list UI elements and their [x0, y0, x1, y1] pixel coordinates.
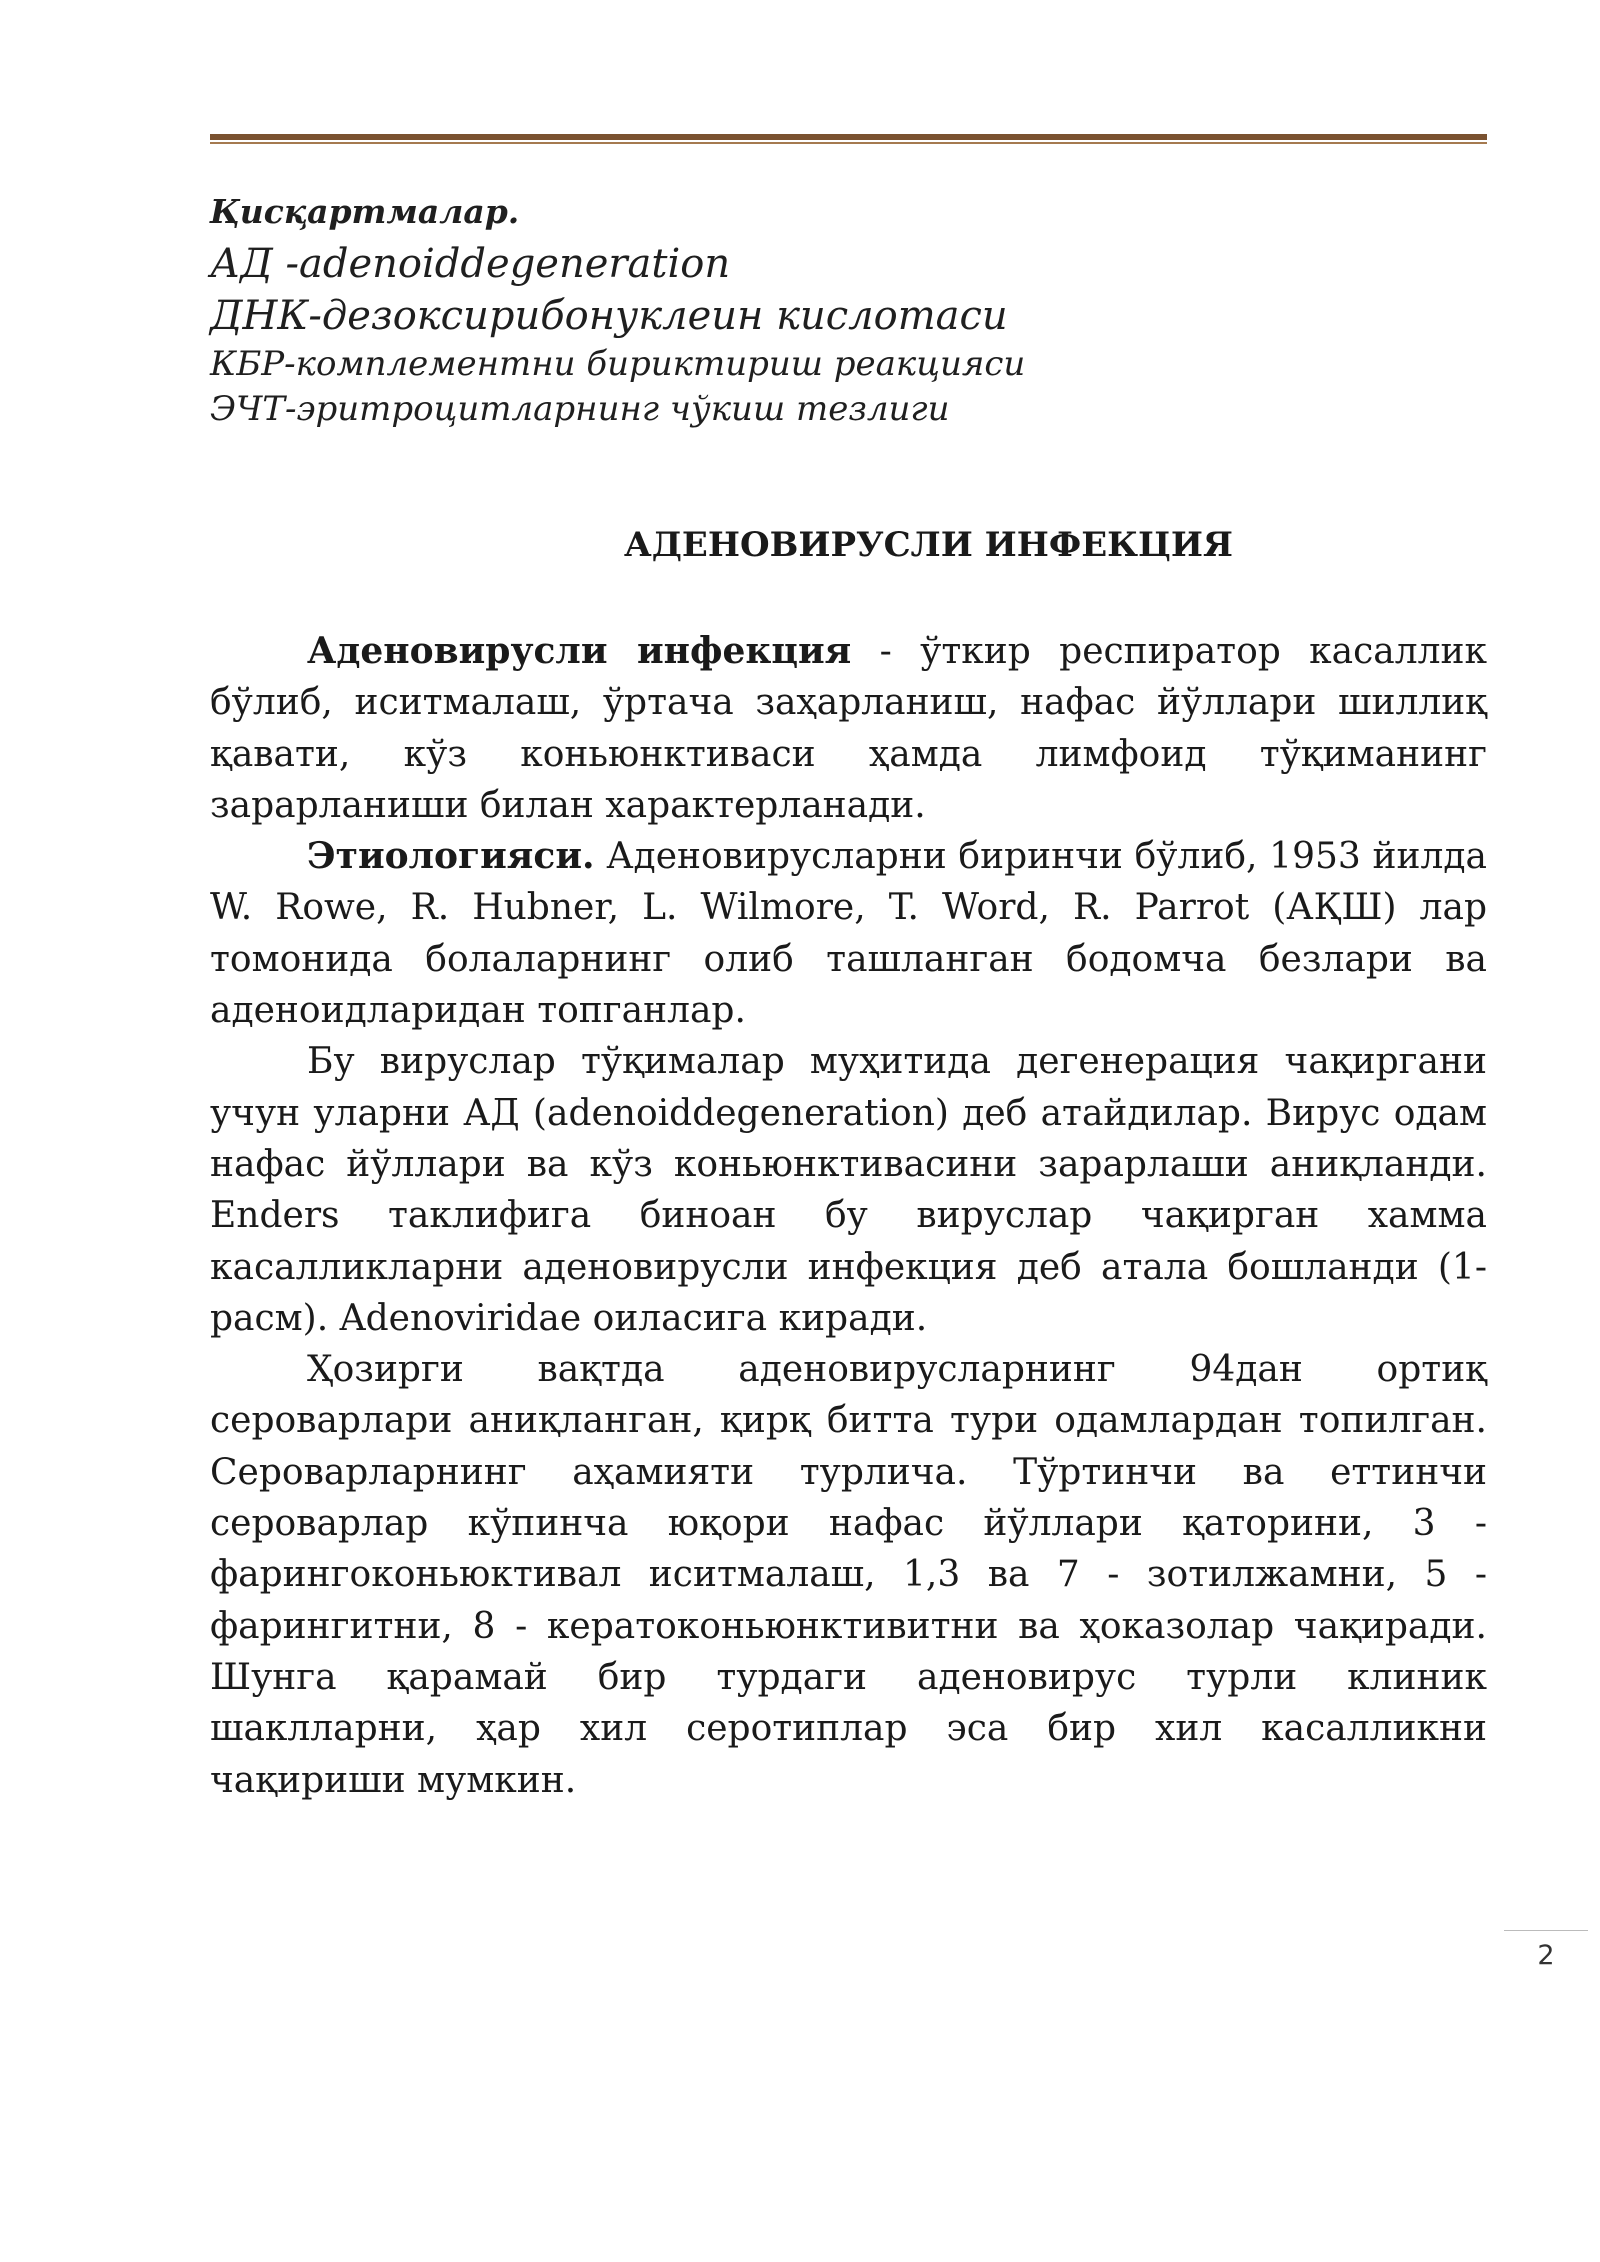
page-number-rule — [1504, 1930, 1588, 1931]
abbreviation-item: ЭЧТ-эритроцитларнинг чўкиш тезлиги — [210, 389, 950, 429]
abbreviations-block — [210, 186, 1310, 432]
paragraph-serovars: Ҳозирги вақтда аденовирусларнинг 94дан ортиқ сероварлари аниқланган, қирқ битта тури одамлардан топилган. Сероварларнинг аҳамияти турлича. Тўртинчи ва еттинчи сероварлар кўпинча юқори нафас йўллари қаторини, 3 - фарингоконьюктивал иситмалаш, 1,3 ва 7 - зотилжамни, 5 - фарингитни, 8 - кератоконьюнктивитни ва ҳоказолар чақиради. Шунга қарамай бир турдаги аденовирус турли клиник шаклларни, ҳар хил серотиплар эса бир хил касалликни чақириши мумкин. — [210, 1349, 1487, 1801]
abbreviation-item: ДНК-дезоксирибонуклеин кислотаси — [210, 293, 1008, 339]
paragraph-text: Аденовирусларни биринчи бўлиб, 1953 йилда W. Rowe, R. Hubner, L. Wilmore, T. Word, R. Parrot (АҚШ) лар томонида болаларнинг олиб ташланган бодомча безлари ва аденоидларидан топганлар. — [210, 836, 1487, 1032]
abbreviations-title: Қисқартмалар. — [210, 192, 520, 231]
abbreviation-item: АД -adenoiddegeneration — [210, 241, 731, 287]
section-heading: АДЕНОВИРУСЛИ ИНФЕКЦИЯ — [624, 525, 1233, 565]
paragraph-lead: Этиологияси. — [307, 835, 595, 878]
header-rule-thick — [210, 134, 1487, 140]
paragraph-definition — [210, 626, 1487, 831]
paragraph-naming: Бу вируслар тўқималар муҳитида дегенерация чақиргани учун уларни АД (adenoiddegeneration) деб атайдилар. Вирус одам нафас йўллари ва кўз коньюнктивасини зарарлаши аниқланди. Enders таклифига биноан бу вируслар чақирган хамма касалликларни аденовирусли инфекция деб атала бошланди (1-расм). Adenoviridae оиласига киради. — [210, 1041, 1487, 1339]
page-number: 2 — [1537, 1940, 1555, 1971]
header-rule-thin — [210, 142, 1487, 144]
paragraph-lead: Аденовирусли инфекция — [307, 630, 852, 672]
body-text — [210, 626, 1487, 1806]
abbreviation-item: КБР-комплементни бириктириш реакцияси — [210, 344, 1026, 384]
paragraph-etiology — [210, 831, 1487, 1036]
paragraph-text: - ўткир респиратор касаллик бўлиб, иситмалаш, ўртача заҳарланиш, нафас йўллари шиллиқ қавати, кўз коньюнктиваси ҳамда лимфоид тўқиманинг зарарланиши билан характерланади. — [210, 631, 1487, 826]
